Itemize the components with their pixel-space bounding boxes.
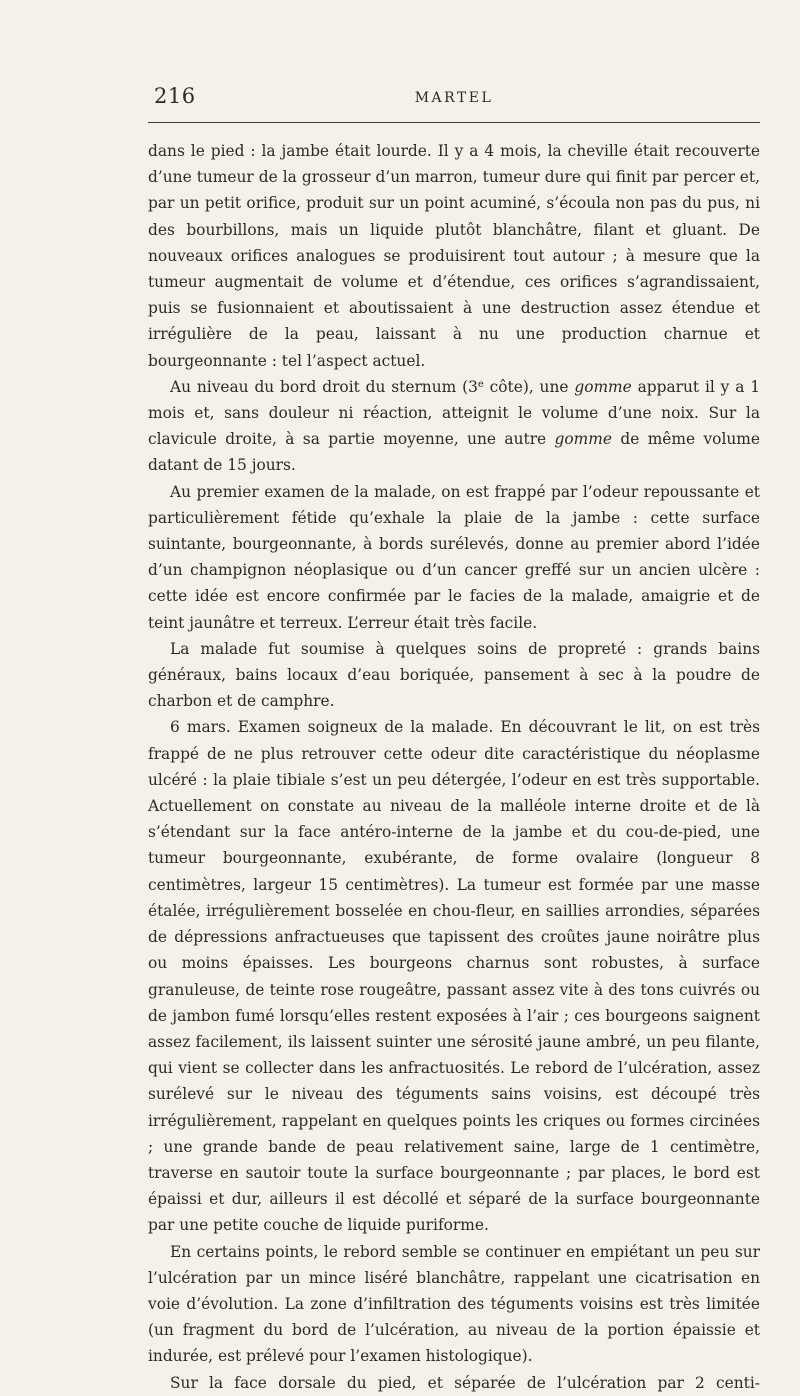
page-header — [148, 84, 760, 116]
body-text — [148, 138, 760, 1396]
header-rule — [148, 122, 760, 123]
paragraph-1: dans le pied : la jambe était lourde. Il y a 4 mois, la cheville était recouverte d’une tumeur de la grosseur d’un marron, tumeur dure qui finit par percer et, par un petit orifice, produit sur un point acuminé, s’écoula non pas du pus, ni des bourbillons, mais un liquide plutôt blanchâtre, filant et gluant. De nouveaux orifices analogues se produisirent tout autour ; à mesure que la tumeur augmentait de volume et d’étendue, ces orifices s’agrandissaient, puis se fusionnaient et aboutissaient à une destruction assez étendue et irrégulière de la peau, laissant à nu une production charnue et bourgeonnante : tel l’aspect actuel. — [148, 142, 760, 370]
paragraph-2 — [148, 374, 760, 479]
paragraph-4: La malade fut soumise à quelques soins de propreté : grands bains généraux, bains locaux d’eau boriquée, pansement à sec à la poudre de charbon et de camphre. — [148, 639, 760, 711]
paragraph-2-text-c: apparut il y a 1 mois et, sans douleur ni réaction, atteignit le volume d’une noix. Sur la clavicule droite, à sa partie moyenne, une autre — [148, 377, 761, 449]
paragraph-6: En certains points, le rebord semble se continuer en empiétant un peu sur l’ulcération par un mince liséré blanchâtre, rappelant une cicatrisation en voie d’évolution. La zone d’infiltration des téguments voisins est très limitée (un fragment du bord de l’ulcération, au niveau de la portion épaissie et indurée, est prélevé pour l’examen histologique). — [148, 1242, 760, 1366]
page-number: 216 — [154, 84, 196, 108]
paragraph-3: Au premier examen de la malade, on est frappé par l’odeur repoussante et particulièrement fétide qu’exhale la plaie de la jambe : cette surface suintante, bourgeonnante, à bords surélevés, donne au premier abord l’idée d’un champignon néoplasique ou d’un cancer greffé sur un ancien ulcère : cette idée est encore confirmée par le facies de la malade, amaigrie et de teint jaunâtre et terreux. L’erreur était très facile. — [148, 482, 760, 632]
paragraph-5: 6 mars. Examen soigneux de la malade. En découvrant le lit, on est très frappé de ne plus retrouver cette odeur dite caractéristique du néoplasme ulcéré : la plaie tibiale s’est un peu détergée, l’odeur en est très supportable. Actuellement on constate au niveau de la malléole interne droite et de là s’étendant sur la face antéro-interne de la jambe et du cou-de-pied, une tumeur bourgeonnante, exubérante, de forme ovalaire (longueur 8 centimètres, largeur 15 centimètres). La tumeur est formée par une masse étalée, irrégulièrement bosselée en chou-fleur, en saillies arrondies, séparées de dépressions anfractueuses que tapissent des croûtes jaune noirâtre plus ou moins épaisses. Les bourgeons charnus sont robustes, à surface granuleuse, de teinte rose rougeâtre, passant assez vite à des tons cuivrés ou de jambon fumé lorsqu’elles restent exposées à l’air ; ces bourgeons saignent assez facilement, ils laissent suinter une sérosité jaune ambré, un peu filante, qui vient se collecter dans les anfractuosités. Le rebord de l’ulcération, assez surélevé sur le niveau des téguments sains voisins, est découpé très irrégulièrement, rappelant en quelques points les criques ou formes circinées ; une grande bande de peau relativement saine, large de 1 centimètre, traverse en sautoir toute la surface bourgeonnante ; par places, le bord est épaissi et dur, ailleurs il est décollé et séparé de la surface bourgeonnante par une petite couche de liquide puriforme. — [148, 718, 760, 1235]
paragraph-2-text-a: Au niveau du bord droit du sternum (3 — [170, 377, 478, 396]
italic-gomme-1: gomme — [574, 377, 632, 396]
paragraph-2-text-b: côte), une — [483, 377, 575, 396]
paragraph-7: Sur la face dorsale du pied, et séparée de l’ulcération par 2 centi- — [170, 1373, 760, 1392]
running-head: MARTEL — [414, 90, 494, 106]
italic-gomme-2: gomme — [554, 430, 612, 449]
paragraph-2-text-d: de même volume datant de 15 jours. — [148, 430, 760, 475]
superscript-e: e — [477, 378, 484, 390]
